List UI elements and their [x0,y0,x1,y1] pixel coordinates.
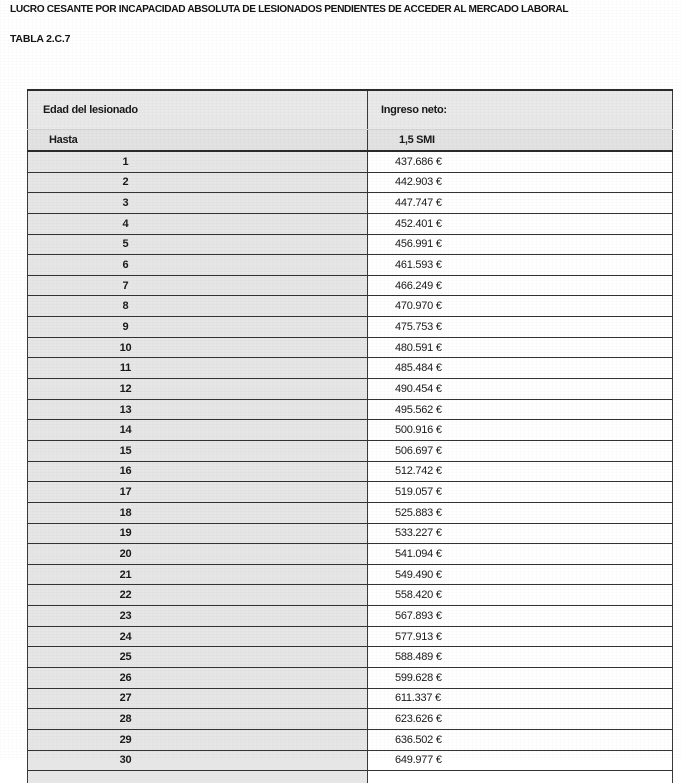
table-row [28,151,673,172]
table-row [28,193,673,214]
cell-age: 22 [28,585,368,606]
cell-income-value: 541.094 € [368,544,673,565]
cell-income-value: 525.883 € [368,502,673,523]
cell-age: 23 [28,606,368,627]
cell-income-value: 567.893 € [368,606,673,627]
cell-age: 9 [28,317,368,338]
cell-income-value: 437.686 € [368,151,673,172]
cell-income-value: 636.502 € [368,729,673,750]
column-header-age-sub: Hasta [28,130,368,152]
cell-age: 24 [28,626,368,647]
cell-age: 5 [28,234,368,255]
table-row [28,709,673,730]
cell-income-value: 549.490 € [368,564,673,585]
cell-income-value: 533.227 € [368,523,673,544]
compensation-table [27,89,673,783]
table-row [28,523,673,544]
cell-age: 19 [28,523,368,544]
table-row [28,317,673,338]
cell-age: 10 [28,337,368,358]
cell-age: 15 [28,440,368,461]
table-row [28,647,673,668]
cell-age: 11 [28,358,368,379]
cell-age: 29 [28,729,368,750]
table-row [28,626,673,647]
cell-income-value: 558.420 € [368,585,673,606]
cell-income-value [368,771,673,783]
cell-income-value: 456.991 € [368,234,673,255]
cell-income-value: 611.337 € [368,688,673,709]
cell-age: 6 [28,255,368,276]
cell-income-value: 470.970 € [368,296,673,317]
table-row [28,585,673,606]
table-body [28,151,673,783]
cell-age: 30 [28,750,368,771]
cell-income-value: 461.593 € [368,255,673,276]
cell-age: 14 [28,420,368,441]
table-header [28,90,673,151]
table-row [28,564,673,585]
document-subtitle: TABLA 2.C.7 [10,33,71,45]
cell-age: 1 [28,151,368,172]
table-row [28,358,673,379]
table-row-partial [28,771,673,783]
cell-income-value: 442.903 € [368,172,673,193]
table-row [28,502,673,523]
cell-age: 4 [28,213,368,234]
table-row [28,379,673,400]
cell-age: 26 [28,668,368,689]
table-row [28,234,673,255]
table-row [28,275,673,296]
cell-income-value: 512.742 € [368,461,673,482]
table-row [28,729,673,750]
cell-income-value: 506.697 € [368,440,673,461]
table-row [28,213,673,234]
table-header-row-main [28,90,673,130]
cell-income-value: 480.591 € [368,337,673,358]
cell-income-value: 490.454 € [368,379,673,400]
cell-age [28,771,368,783]
cell-income-value: 452.401 € [368,213,673,234]
table-row [28,420,673,441]
cell-age: 18 [28,502,368,523]
column-header-age-group: Edad del lesionado [28,90,368,130]
cell-age: 2 [28,172,368,193]
cell-age: 13 [28,399,368,420]
compensation-table-container [27,89,672,767]
table-row [28,296,673,317]
cell-income-value: 649.977 € [368,750,673,771]
table-row [28,750,673,771]
table-row [28,606,673,627]
table-row [28,544,673,565]
cell-income-value: 495.562 € [368,399,673,420]
cell-income-value: 447.747 € [368,193,673,214]
table-row [28,399,673,420]
cell-income-value: 519.057 € [368,482,673,503]
table-row [28,337,673,358]
cell-income-value: 500.916 € [368,420,673,441]
cell-age: 16 [28,461,368,482]
cell-income-value: 588.489 € [368,647,673,668]
table-row [28,482,673,503]
table-row [28,461,673,482]
cell-income-value: 577.913 € [368,626,673,647]
table-header-row-sub [28,130,673,152]
column-header-income-group: Ingreso neto: [368,90,673,130]
cell-age: 20 [28,544,368,565]
table-row [28,668,673,689]
cell-age: 7 [28,275,368,296]
cell-income-value: 623.626 € [368,709,673,730]
table-row [28,172,673,193]
cell-income-value: 466.249 € [368,275,673,296]
table-row [28,688,673,709]
cell-age: 12 [28,379,368,400]
cell-income-value: 599.628 € [368,668,673,689]
table-row [28,255,673,276]
cell-age: 8 [28,296,368,317]
cell-age: 17 [28,482,368,503]
cell-age: 28 [28,709,368,730]
cell-age: 25 [28,647,368,668]
table-row [28,440,673,461]
cell-age: 3 [28,193,368,214]
cell-age: 27 [28,688,368,709]
cell-age: 21 [28,564,368,585]
cell-income-value: 485.484 € [368,358,673,379]
cell-income-value: 475.753 € [368,317,673,338]
document-title: LUCRO CESANTE POR INCAPACIDAD ABSOLUTA DE LESIONADOS PENDIENTES DE ACCEDER AL MERCADO LABORAL [10,3,569,15]
column-header-income-sub: 1,5 SMI [368,130,673,152]
